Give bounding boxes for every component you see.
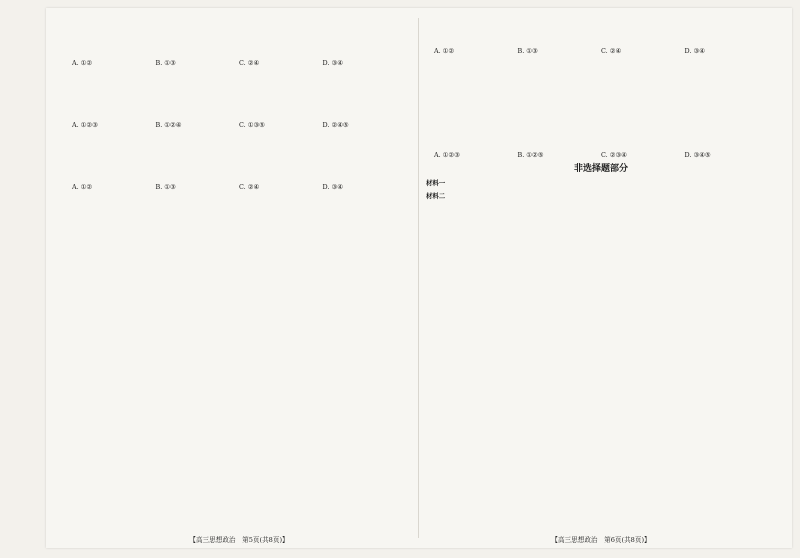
margin-stamp <box>8 200 32 380</box>
choice-d[interactable]: D. ③④ <box>684 47 705 55</box>
choice-row-2[interactable] <box>426 88 776 98</box>
option-3 <box>426 26 776 36</box>
option-1 <box>64 70 414 80</box>
choice-d[interactable]: D. ③④⑤ <box>684 151 711 160</box>
option-4 <box>64 100 414 110</box>
right-column <box>426 16 776 528</box>
answer-choices <box>64 120 414 130</box>
choice-a[interactable]: A. ①② <box>72 59 93 67</box>
question-19 <box>64 70 414 130</box>
left-column <box>64 16 414 528</box>
answer-choices <box>426 150 776 160</box>
question-22 <box>426 58 776 98</box>
column-divider <box>418 18 419 538</box>
option-2 <box>64 142 414 152</box>
question-18 <box>64 18 414 68</box>
page-footer: 【高三思想政治 第6页(共8页)】 <box>551 536 651 544</box>
option-4 <box>426 130 776 140</box>
answer-choices <box>64 182 414 192</box>
choice-d[interactable]: D. ②④⑤ <box>322 121 349 130</box>
option-5 <box>426 140 776 150</box>
choice-b[interactable]: B. ①②⑤ <box>517 151 544 160</box>
question-24 <box>426 178 776 201</box>
option-1 <box>64 18 414 28</box>
option-2 <box>64 28 414 38</box>
option-3 <box>64 38 414 48</box>
option-2 <box>426 16 776 26</box>
choice-b[interactable]: B. ①③ <box>155 183 176 192</box>
option-5 <box>64 172 414 182</box>
option-1 <box>64 132 414 142</box>
choice-a[interactable]: A. ①② <box>72 183 93 192</box>
choice-b[interactable]: B. ①③ <box>517 47 538 55</box>
option-row-2 <box>426 68 776 78</box>
option-5 <box>64 110 414 120</box>
choice-c[interactable]: C. ②④ <box>239 59 260 67</box>
exam-sheet <box>46 8 792 548</box>
choice-a[interactable]: A. ①② <box>434 47 455 55</box>
part-title: 非选择题部分 <box>573 164 628 175</box>
option-3 <box>426 120 776 130</box>
choice-a[interactable]: A. ①②③ <box>72 121 98 130</box>
question-21 <box>64 195 414 205</box>
choice-row-1[interactable] <box>426 78 776 88</box>
choice-d[interactable]: D. ③④ <box>322 59 343 67</box>
choice-a[interactable]: A. ①②③ <box>434 151 460 160</box>
option-1 <box>426 100 776 110</box>
option-row-1 <box>426 58 776 68</box>
question-20 <box>64 132 414 192</box>
question-21-continued <box>426 16 776 56</box>
choice-c[interactable]: C. ②③④ <box>601 151 627 160</box>
choice-c[interactable]: C. ①③⑤ <box>239 121 265 130</box>
choice-b[interactable]: B. ①②④ <box>155 121 182 130</box>
choice-d[interactable]: D. ③④ <box>322 183 343 192</box>
answer-choices <box>426 46 776 56</box>
option-4 <box>64 48 414 58</box>
answer-choices <box>64 58 414 68</box>
material-1-title: 材料一 <box>426 178 446 187</box>
option-2 <box>64 80 414 90</box>
option-3 <box>64 152 414 162</box>
material-2-title: 材料二 <box>426 191 446 200</box>
choice-b[interactable]: B. ①③ <box>155 59 176 67</box>
page-footer: 【高三思想政治 第5页(共8页)】 <box>189 536 289 544</box>
choice-c[interactable]: C. ②④ <box>601 47 622 55</box>
choice-c[interactable]: C. ②④ <box>239 183 260 192</box>
option-4 <box>64 162 414 172</box>
option-2 <box>426 110 776 120</box>
option-1 <box>64 195 414 205</box>
option-4 <box>426 36 776 46</box>
question-23 <box>426 100 776 160</box>
option-3 <box>64 90 414 100</box>
